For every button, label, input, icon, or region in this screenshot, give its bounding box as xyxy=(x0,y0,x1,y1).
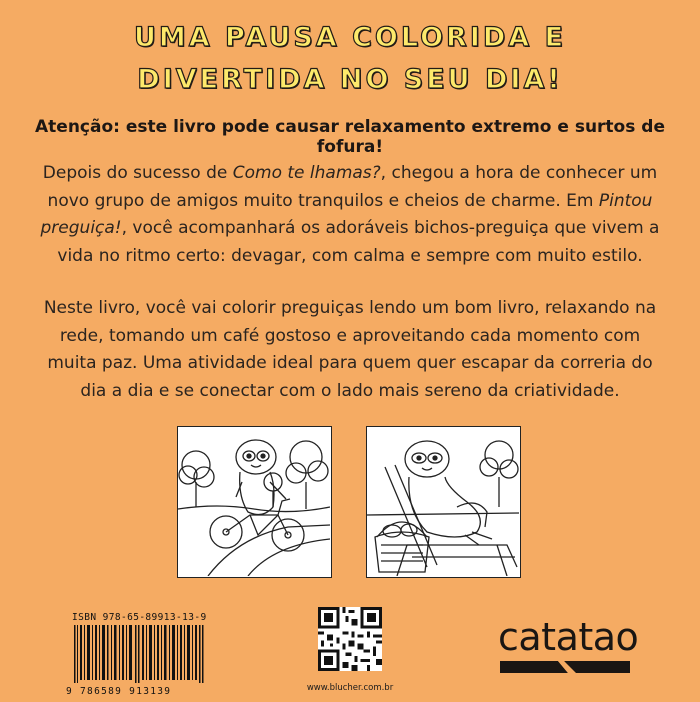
illustration-sloth-deck-chair xyxy=(366,426,521,578)
website-url: www.blucher.com.br xyxy=(306,683,394,693)
publisher-logo xyxy=(498,617,638,679)
headline-line-2: DIVERTIDA NO SEU DIA! xyxy=(137,64,563,95)
paragraph-1-part-3: , você acompanhará os adoráveis bichos-preguiça que vivem a vida no ritmo certo: devagar, com calma e sempre com muito estilo. xyxy=(57,218,660,266)
qr-code xyxy=(318,607,382,671)
paragraph-1-part-2: , chegou a hora de conhecer um novo grupo de amigos muito tranquilos e cheios de charme. Em xyxy=(47,163,658,211)
book-title-pintou-preguica: Pintou preguiça! xyxy=(40,190,653,238)
publisher-logo-mark xyxy=(498,657,633,675)
barcode xyxy=(72,613,205,683)
headline-line-1: UMA PAUSA COLORIDA E xyxy=(133,22,567,53)
paragraph-1-part-1: Depois do sucesso de xyxy=(42,163,233,183)
paragraph-2: Neste livro, você vai colorir preguiças lendo um bom livro, relaxando na rede, tomando um café gostoso e aproveitando cada momento com muita paz. Uma atividade ideal para quem quer escapar da correria do dia a dia e se conectar com o lado mais sereno da criatividade. xyxy=(43,298,657,401)
book-title-como-te-lhamas: Como te lhamas? xyxy=(232,163,381,183)
barcode-number: 9 786589 913139 xyxy=(66,686,172,697)
warning-text: Atenção: este livro pode causar relaxamento extremo e surtos de fofura! xyxy=(35,117,665,157)
publisher-logo-text: catatao xyxy=(498,615,639,659)
illustration-sloth-bicycle xyxy=(177,426,332,578)
isbn-text: ISBN 978-65-89913-13-9 xyxy=(72,612,207,623)
paragraph-1 xyxy=(40,160,660,270)
